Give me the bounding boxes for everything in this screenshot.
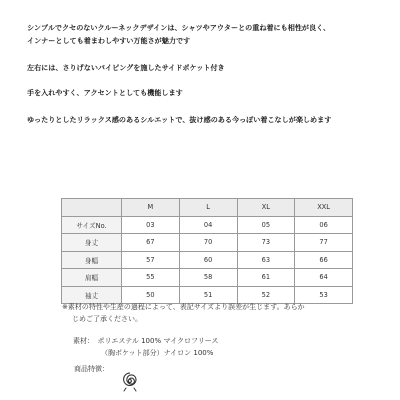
table-cell: 57	[122, 251, 180, 269]
row-label: 肩幅	[62, 269, 122, 287]
table-cell: 53	[295, 286, 353, 304]
material-line: （胸ポケット部分）ナイロン 100%	[101, 349, 214, 357]
table-cell: 61	[237, 269, 295, 287]
header-cell	[62, 199, 122, 217]
product-description	[27, 21, 387, 126]
table-cell: 55	[122, 269, 180, 287]
table-cell: 60	[179, 251, 237, 269]
header-cell: M	[122, 199, 180, 217]
note-line: じめご了承ください。	[72, 314, 142, 323]
row-label: サイズNo.	[62, 216, 122, 234]
note-line: ※素材の特性や生産の過程によって、表記サイズより誤差が生じます。あらか	[62, 303, 305, 311]
description-line: ゆったりとしたリラックス感のあるシルエットで、抜け感のある今っぽい着こなしが楽しめます	[27, 115, 332, 124]
table-row	[62, 234, 353, 252]
table-cell: 77	[295, 234, 353, 252]
row-label: 袖丈	[62, 286, 122, 304]
description-line: 左右には、さりげないパイピングを施したサイドポケット付き	[27, 63, 225, 72]
table-row	[62, 251, 353, 269]
table-cell: 66	[295, 251, 353, 269]
description-line: シンプルでクセのないクルーネックデザインは、シャツやアウターとの重ね着にも相性が良く、	[27, 23, 331, 32]
table-cell: 06	[295, 216, 353, 234]
table-cell: 52	[237, 286, 295, 304]
size-table-header	[62, 199, 353, 217]
header-cell: L	[179, 199, 237, 217]
feature-label: 商品特徴：	[74, 365, 109, 373]
table-cell: 58	[179, 269, 237, 287]
description-line: インナーとしても着まわしやすい万能さが魅力です	[27, 36, 191, 45]
table-cell: 63	[237, 251, 295, 269]
table-row	[62, 286, 353, 304]
table-cell: 70	[179, 234, 237, 252]
table-cell: 67	[122, 234, 180, 252]
material-info	[73, 335, 218, 359]
table-cell: 64	[295, 269, 353, 287]
table-row	[62, 216, 353, 234]
description-line: 手を入れやすく、アクセントとしても機能します	[27, 88, 183, 97]
table-cell: 50	[122, 286, 180, 304]
size-table	[61, 198, 353, 304]
table-cell: 04	[179, 216, 237, 234]
table-row	[62, 269, 353, 287]
header-cell: XL	[237, 199, 295, 217]
table-cell: 51	[179, 286, 237, 304]
size-note	[62, 302, 362, 325]
table-cell: 03	[122, 216, 180, 234]
material-line: 素材： ポリエステル 100% マイクロフリース	[73, 337, 219, 345]
table-cell: 73	[237, 234, 295, 252]
table-cell: 05	[237, 216, 295, 234]
spiral-icon	[119, 369, 141, 393]
row-label: 身丈	[62, 234, 122, 252]
row-label: 身幅	[62, 251, 122, 269]
header-cell: XXL	[295, 199, 353, 217]
